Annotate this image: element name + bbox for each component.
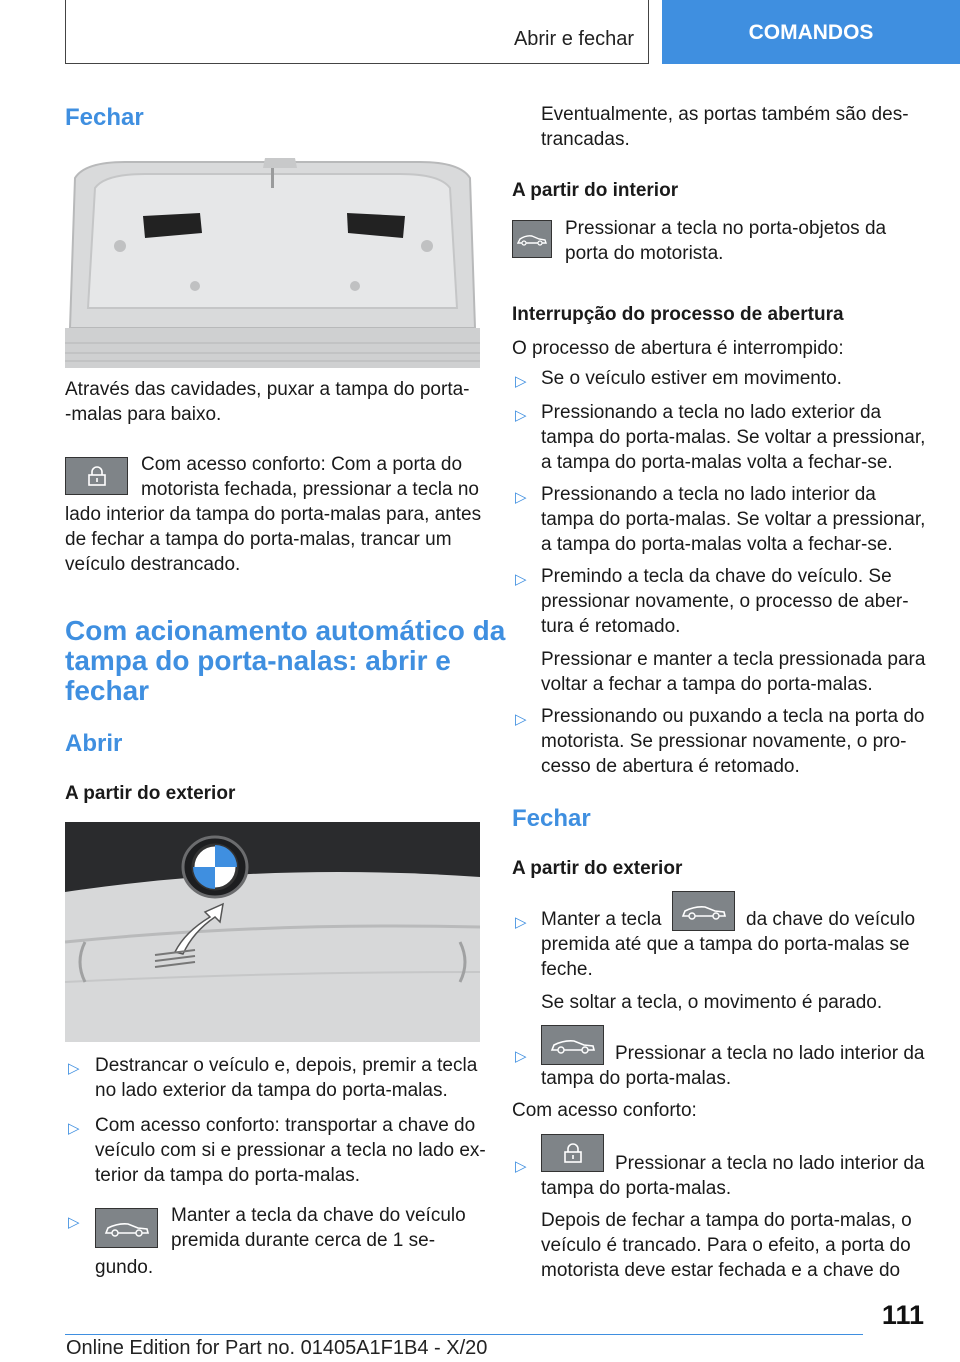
- conforto-label: Com acesso conforto:: [512, 1100, 697, 1121]
- close-item-1-line-2: premida até que a tampa do porta-malas se: [541, 934, 910, 955]
- exterior-heading-right: A partir do exterior: [512, 858, 683, 879]
- close-item-2-line-2: tampa do porta-malas.: [541, 1068, 732, 1089]
- interrupt-item-3-line-1: Pressionando a tecla no lado interior da: [541, 484, 876, 505]
- interior-heading: A partir do interior: [512, 180, 679, 201]
- bullet-2-line-3: terior da tampa do porta-malas.: [95, 1165, 361, 1186]
- trunk-lid-interior-image: [65, 158, 480, 368]
- exterior-heading: A partir do exterior: [65, 783, 236, 804]
- conforto-line-5: veículo destrancado.: [65, 554, 241, 575]
- pull-down-text-2: -malas para baixo.: [65, 404, 222, 425]
- interrupt-intro: O processo de abertura é interrompido:: [512, 338, 844, 359]
- bullet-icon: ▷: [68, 1060, 80, 1077]
- interior-line-2: porta do motorista.: [565, 243, 724, 264]
- trunk-exterior-button-image: [65, 822, 480, 1042]
- continued-line-2: trancadas.: [541, 129, 630, 150]
- bullet-icon: ▷: [515, 407, 527, 424]
- bullet-icon: ▷: [515, 1158, 527, 1175]
- interrupt-item-2-line-3: a tampa do porta-malas volta a fechar-se.: [541, 452, 893, 473]
- interrupt-item-4-line-1: Premindo a tecla da chave do veículo. Se: [541, 566, 892, 587]
- bullet-3-line-3: gundo.: [95, 1257, 154, 1278]
- bullet-icon: ▷: [515, 914, 527, 931]
- fechar-heading-right: Fechar: [512, 805, 591, 832]
- close-item-3-line-4: veículo é trancado. Para o efeito, a porta do: [541, 1235, 911, 1256]
- interrupt-item-5-line-1: Pressionando ou puxando a tecla na porta do: [541, 706, 925, 727]
- interrupt-item-4-line-2: pressionar novamente, o processo de aber-: [541, 591, 909, 612]
- abrir-heading: Abrir: [65, 730, 123, 757]
- bullet-3-line-2: premida durante cerca de 1 se-: [171, 1230, 436, 1251]
- interrupt-item-3-line-2: tampa do porta-malas. Se voltar a pressionar,: [541, 509, 926, 530]
- bullet-2-line-1: Com acesso conforto: transportar a chave do: [95, 1115, 476, 1136]
- lock-icon: [65, 457, 128, 495]
- close-item-1-part-a: Manter a tecla: [541, 909, 662, 930]
- interrupt-item-4-line-3: tura é retomado.: [541, 616, 681, 637]
- bullet-icon: ▷: [515, 1048, 527, 1065]
- interrupt-heading: Interrupção do processo de abertura: [512, 304, 844, 325]
- car-key-icon: [672, 891, 735, 931]
- close-item-3-line-2: tampa do porta-malas.: [541, 1178, 732, 1199]
- bullet-1-line-1: Destrancar o veículo e, depois, premir a tecla: [95, 1055, 478, 1076]
- bullet-2-line-2: veículo com si e pressionar a tecla no lado ex-: [95, 1140, 486, 1161]
- interrupt-item-5-line-3: cesso de abertura é retomado.: [541, 756, 800, 777]
- close-item-3-line-3: Depois de fechar a tampa do porta-malas, o: [541, 1210, 912, 1231]
- header-chapter-tab: COMANDOS: [662, 0, 960, 64]
- bullet-icon: ▷: [68, 1120, 80, 1137]
- footer-divider: [65, 1334, 863, 1335]
- bullet-3-line-1: Manter a tecla da chave do veículo: [171, 1205, 466, 1226]
- conforto-line-1: Com acesso conforto: Com a porta do: [141, 454, 463, 475]
- auto-tailgate-title-3: fechar: [65, 675, 150, 706]
- close-item-1-line-4: Se soltar a tecla, o movimento é parado.: [541, 992, 883, 1013]
- conforto-line-3: lado interior da tampa do porta-malas para, antes: [65, 504, 482, 525]
- footer-edition: Online Edition for Part no. 01405A1F1B4 - X/20: [66, 1337, 488, 1359]
- lock-icon: [541, 1134, 604, 1172]
- interrupt-item-4-line-4: Pressionar e manter a tecla pressionada para: [541, 649, 926, 670]
- header-section-title: Abrir e fechar: [513, 28, 634, 50]
- close-item-2-part-a: Pressionar a tecla no lado interior da: [615, 1043, 925, 1064]
- interrupt-item-4-line-5: voltar a fechar a tampa do porta-malas.: [541, 674, 873, 695]
- close-item-3-part-a: Pressionar a tecla no lado interior da: [615, 1153, 925, 1174]
- interrupt-item-2-line-1: Pressionando a tecla no lado exterior da: [541, 402, 882, 423]
- bullet-icon: ▷: [515, 571, 527, 588]
- conforto-line-2: motorista fechada, pressionar a tecla no: [141, 479, 479, 500]
- continued-line-1: Eventualmente, as portas também são des-: [541, 104, 909, 125]
- interrupt-item-3-line-3: a tampa do porta-malas volta a fechar-se.: [541, 534, 893, 555]
- pull-down-text-1: Através das cavidades, puxar a tampa do porta-: [65, 379, 470, 400]
- fechar-heading: Fechar: [65, 104, 144, 131]
- interrupt-item-5-line-2: motorista. Se pressionar novamente, o pro-: [541, 731, 907, 752]
- interior-line-1: Pressionar a tecla no porta-objetos da: [565, 218, 887, 239]
- car-key-icon: [541, 1025, 604, 1065]
- close-item-3-line-5: motorista deve estar fechada e a chave do: [541, 1260, 901, 1281]
- auto-tailgate-title-2: tampa do porta-nalas: abrir e: [65, 645, 451, 676]
- conforto-line-4: de fechar a tampa do porta-malas, trancar um: [65, 529, 452, 550]
- close-item-1-line-3: feche.: [541, 959, 593, 980]
- bullet-icon: ▷: [515, 711, 527, 728]
- bullet-icon: ▷: [68, 1214, 80, 1231]
- car-key-icon: [512, 220, 552, 258]
- auto-tailgate-title-1: Com acionamento automático da: [65, 615, 506, 646]
- interrupt-item-1: Se o veículo estiver em movimento.: [541, 368, 842, 389]
- bullet-1-line-2: no lado exterior da tampa do porta-malas.: [95, 1080, 448, 1101]
- bullet-icon: ▷: [515, 489, 527, 506]
- interrupt-item-2-line-2: tampa do porta-malas. Se voltar a pressionar,: [541, 427, 926, 448]
- close-item-1-part-b: da chave do veículo: [746, 909, 916, 930]
- bullet-icon: ▷: [515, 373, 527, 390]
- page-number: 111: [881, 1300, 924, 1330]
- car-key-icon: [95, 1208, 158, 1248]
